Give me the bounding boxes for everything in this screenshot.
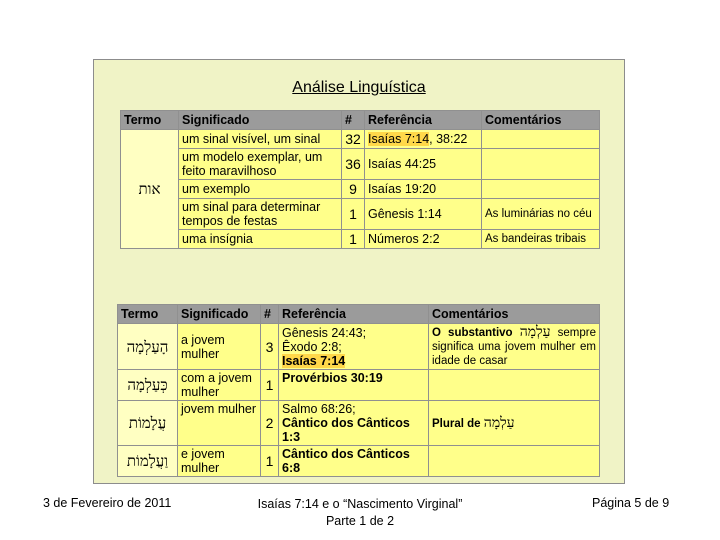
- footer-title: [235, 496, 485, 530]
- comment-cell: [482, 180, 600, 199]
- meaning-cell: e jovem mulher: [178, 446, 261, 477]
- meaning-cell: com a jovem mulher: [178, 370, 261, 401]
- comment-prefix: O substantivo: [432, 327, 513, 339]
- hebrew-term: אות: [121, 130, 179, 249]
- comment-prefix: Plural de: [432, 417, 481, 430]
- count-cell: 1: [261, 446, 279, 477]
- col-header-count: #: [261, 305, 279, 324]
- reference-cell: [365, 130, 482, 149]
- table-row: [118, 401, 600, 446]
- meaning-cell: um exemplo: [179, 180, 342, 199]
- meaning-cell: jovem mulher: [178, 401, 261, 446]
- reference-cell: [279, 324, 429, 370]
- hebrew-term: וַעֲלָמוֹת: [118, 446, 178, 477]
- col-header-significado: Significado: [178, 305, 261, 324]
- comment-cell: [429, 446, 600, 477]
- comment-cell: As bandeiras tribais: [482, 230, 600, 249]
- table-row: [121, 230, 600, 249]
- comment-cell: [429, 370, 600, 401]
- table-row: [121, 130, 600, 149]
- footer-title-line: Isaías 7:14 e o “Nascimento Virginal”: [257, 497, 463, 511]
- meaning-cell: uma insígnia: [179, 230, 342, 249]
- table-row: [121, 149, 600, 180]
- table-header-row: [118, 305, 600, 324]
- comment-cell: As luminárias no céu: [482, 199, 600, 230]
- footer-date: 3 de Fevereiro de 2011: [43, 496, 172, 510]
- reference-rest: , 38:22: [429, 132, 468, 146]
- meaning-cell: um sinal visível, um sinal: [179, 130, 342, 149]
- hebrew-term: עֲלָמוֹת: [118, 401, 178, 446]
- reference-line: Êxodo 2:8;: [282, 339, 342, 354]
- reference-cell: Isaías 44:25: [365, 149, 482, 180]
- comment-cell: [482, 130, 600, 149]
- col-header-termo: Termo: [121, 111, 179, 130]
- hebrew-term: הָעַלְמָה: [118, 324, 178, 370]
- linguistic-table-oth: [120, 110, 600, 249]
- highlighted-reference: Isaías 7:14: [282, 353, 346, 368]
- reference-cell: Números 2:2: [365, 230, 482, 249]
- reference-cell: [279, 401, 429, 446]
- reference-cell: Provérbios 30:19: [279, 370, 429, 401]
- meaning-cell: um modelo exemplar, um feito maravilhoso: [179, 149, 342, 180]
- col-header-count: #: [342, 111, 365, 130]
- footer-page-number: Página 5 de 9: [592, 496, 670, 510]
- hebrew-term: כְּעַלְמָה: [118, 370, 178, 401]
- page-title: Análise Linguística: [292, 79, 426, 96]
- table-row: [118, 370, 600, 401]
- reference-cell: Cântico dos Cânticos 6:8: [279, 446, 429, 477]
- highlighted-reference: Isaías 7:14: [368, 132, 430, 146]
- col-header-comentarios: Comentários: [429, 305, 600, 324]
- table-header-row: [121, 111, 600, 130]
- col-header-termo: Termo: [118, 305, 178, 324]
- comment-text: sempre significa uma jovem mulher em idade de casar: [432, 327, 596, 367]
- comment-hebrew: עַלְמָה: [519, 324, 551, 340]
- count-cell: 32: [342, 130, 365, 149]
- reference-cell: Isaías 19:20: [365, 180, 482, 199]
- footer-part: Parte 1 de 2: [325, 514, 395, 528]
- count-cell: 2: [261, 401, 279, 446]
- table-row: [118, 446, 600, 477]
- count-cell: 1: [261, 370, 279, 401]
- reference-line: Cântico dos Cânticos 1:3: [282, 416, 410, 444]
- table-row: [121, 180, 600, 199]
- comment-cell: [429, 401, 600, 446]
- col-header-comentarios: Comentários: [482, 111, 600, 130]
- meaning-cell: a jovem mulher: [178, 324, 261, 370]
- linguistic-table-almah: [117, 304, 600, 477]
- reference-line: Gênesis 24:43;: [282, 325, 367, 340]
- col-header-significado: Significado: [179, 111, 342, 130]
- meaning-cell: um sinal para determinar tempos de festas: [179, 199, 342, 230]
- reference-cell: Gênesis 1:14: [365, 199, 482, 230]
- reference-line: Salmo 68:26;: [282, 402, 356, 416]
- comment-cell: [429, 324, 600, 370]
- comment-cell: [482, 149, 600, 180]
- col-header-referencia: Referência: [365, 111, 482, 130]
- table-row: [118, 324, 600, 370]
- count-cell: 1: [342, 230, 365, 249]
- count-cell: 9: [342, 180, 365, 199]
- count-cell: 1: [342, 199, 365, 230]
- table-row: [121, 199, 600, 230]
- col-header-referencia: Referência: [279, 305, 429, 324]
- count-cell: 36: [342, 149, 365, 180]
- comment-hebrew: עַלְמָה: [483, 414, 515, 431]
- count-cell: 3: [261, 324, 279, 370]
